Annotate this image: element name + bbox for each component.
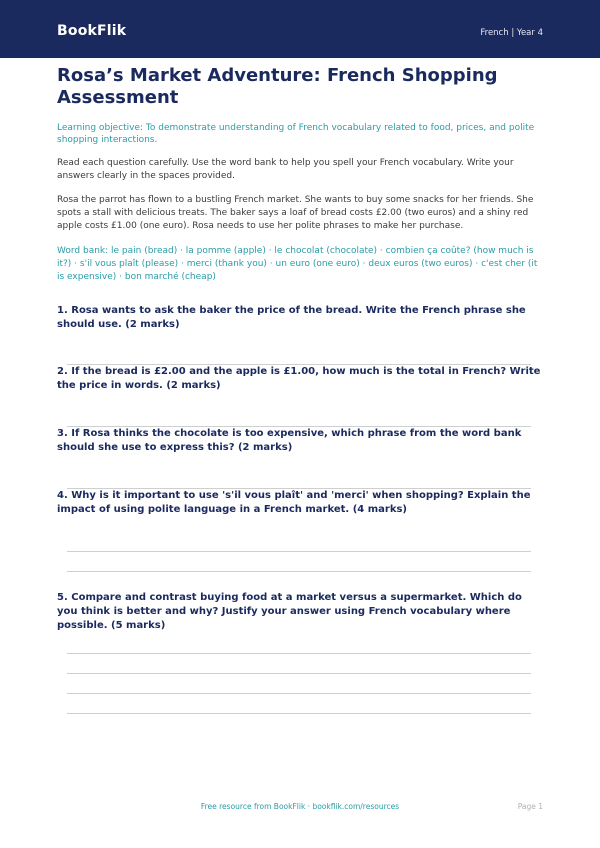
story-paragraph: Rosa the parrot has flown to a bustling French market. She wants to buy some snacks for her friends. She spots a stall with delicious treats. The baker says a loaf of bread costs £2.00 (two euros) and a shiny red apple costs £1.00 (one euro). Rosa needs to use her polite phrases to make her purchase. [57, 195, 534, 231]
word-bank: Word bank: le pain (bread) · la pomme (apple) · le chocolat (chocolate) · combien ça coûte? (how much is it?) · s'il vous plaît (please) · merci (thank you) · un euro (one euro) · deux euros (two euros) · c'est cher (it is expensive) · bon marché (cheap) [57, 246, 538, 282]
question-3: 3. If Rosa thinks the chocolate is too expensive, which phrase from the word bank should she use to express this? (2 marks) [57, 428, 522, 453]
instructions-paragraph: Read each question carefully. Use the word bank to help you spell your French vocabulary. Write your answers clearly in the spaces provided. [57, 158, 514, 181]
question-5: 5. Compare and contrast buying food at a market versus a supermarket. Which do you think is better and why? Justify your answer using French vocabulary where possible. (5 marks) [57, 592, 522, 631]
answer-line[interactable] [67, 693, 531, 694]
answer-line[interactable] [67, 571, 531, 572]
answer-line[interactable] [67, 713, 531, 714]
answer-line[interactable] [67, 653, 531, 654]
header-bar [0, 0, 600, 58]
brand-logo[interactable]: BookFlik [57, 23, 127, 39]
question-4: 4. Why is it important to use 's'il vous plaît' and 'merci' when shopping? Explain the impact of using polite language in a French market. (4 marks) [57, 490, 531, 515]
question-2: 2. If the bread is £2.00 and the apple is £1.00, how much is the total in French? Write the price in words. (2 marks) [57, 366, 541, 391]
page-number: Page 1 [517, 802, 543, 811]
subject-year-label: French | Year 4 [480, 28, 543, 38]
answer-line[interactable] [67, 673, 531, 674]
footer-credit[interactable]: Free resource from BookFlik · bookflik.com/resources [200, 802, 400, 811]
answer-line[interactable] [67, 551, 531, 552]
page-title: Rosa’s Market Adventure: French Shopping Assessment [57, 65, 498, 108]
learning-objective: Learning objective: To demonstrate understanding of French vocabulary related to food, prices, and polite shopping interactions. [57, 123, 535, 145]
question-1: 1. Rosa wants to ask the baker the price of the bread. Write the French phrase she should use. (2 marks) [57, 305, 526, 330]
